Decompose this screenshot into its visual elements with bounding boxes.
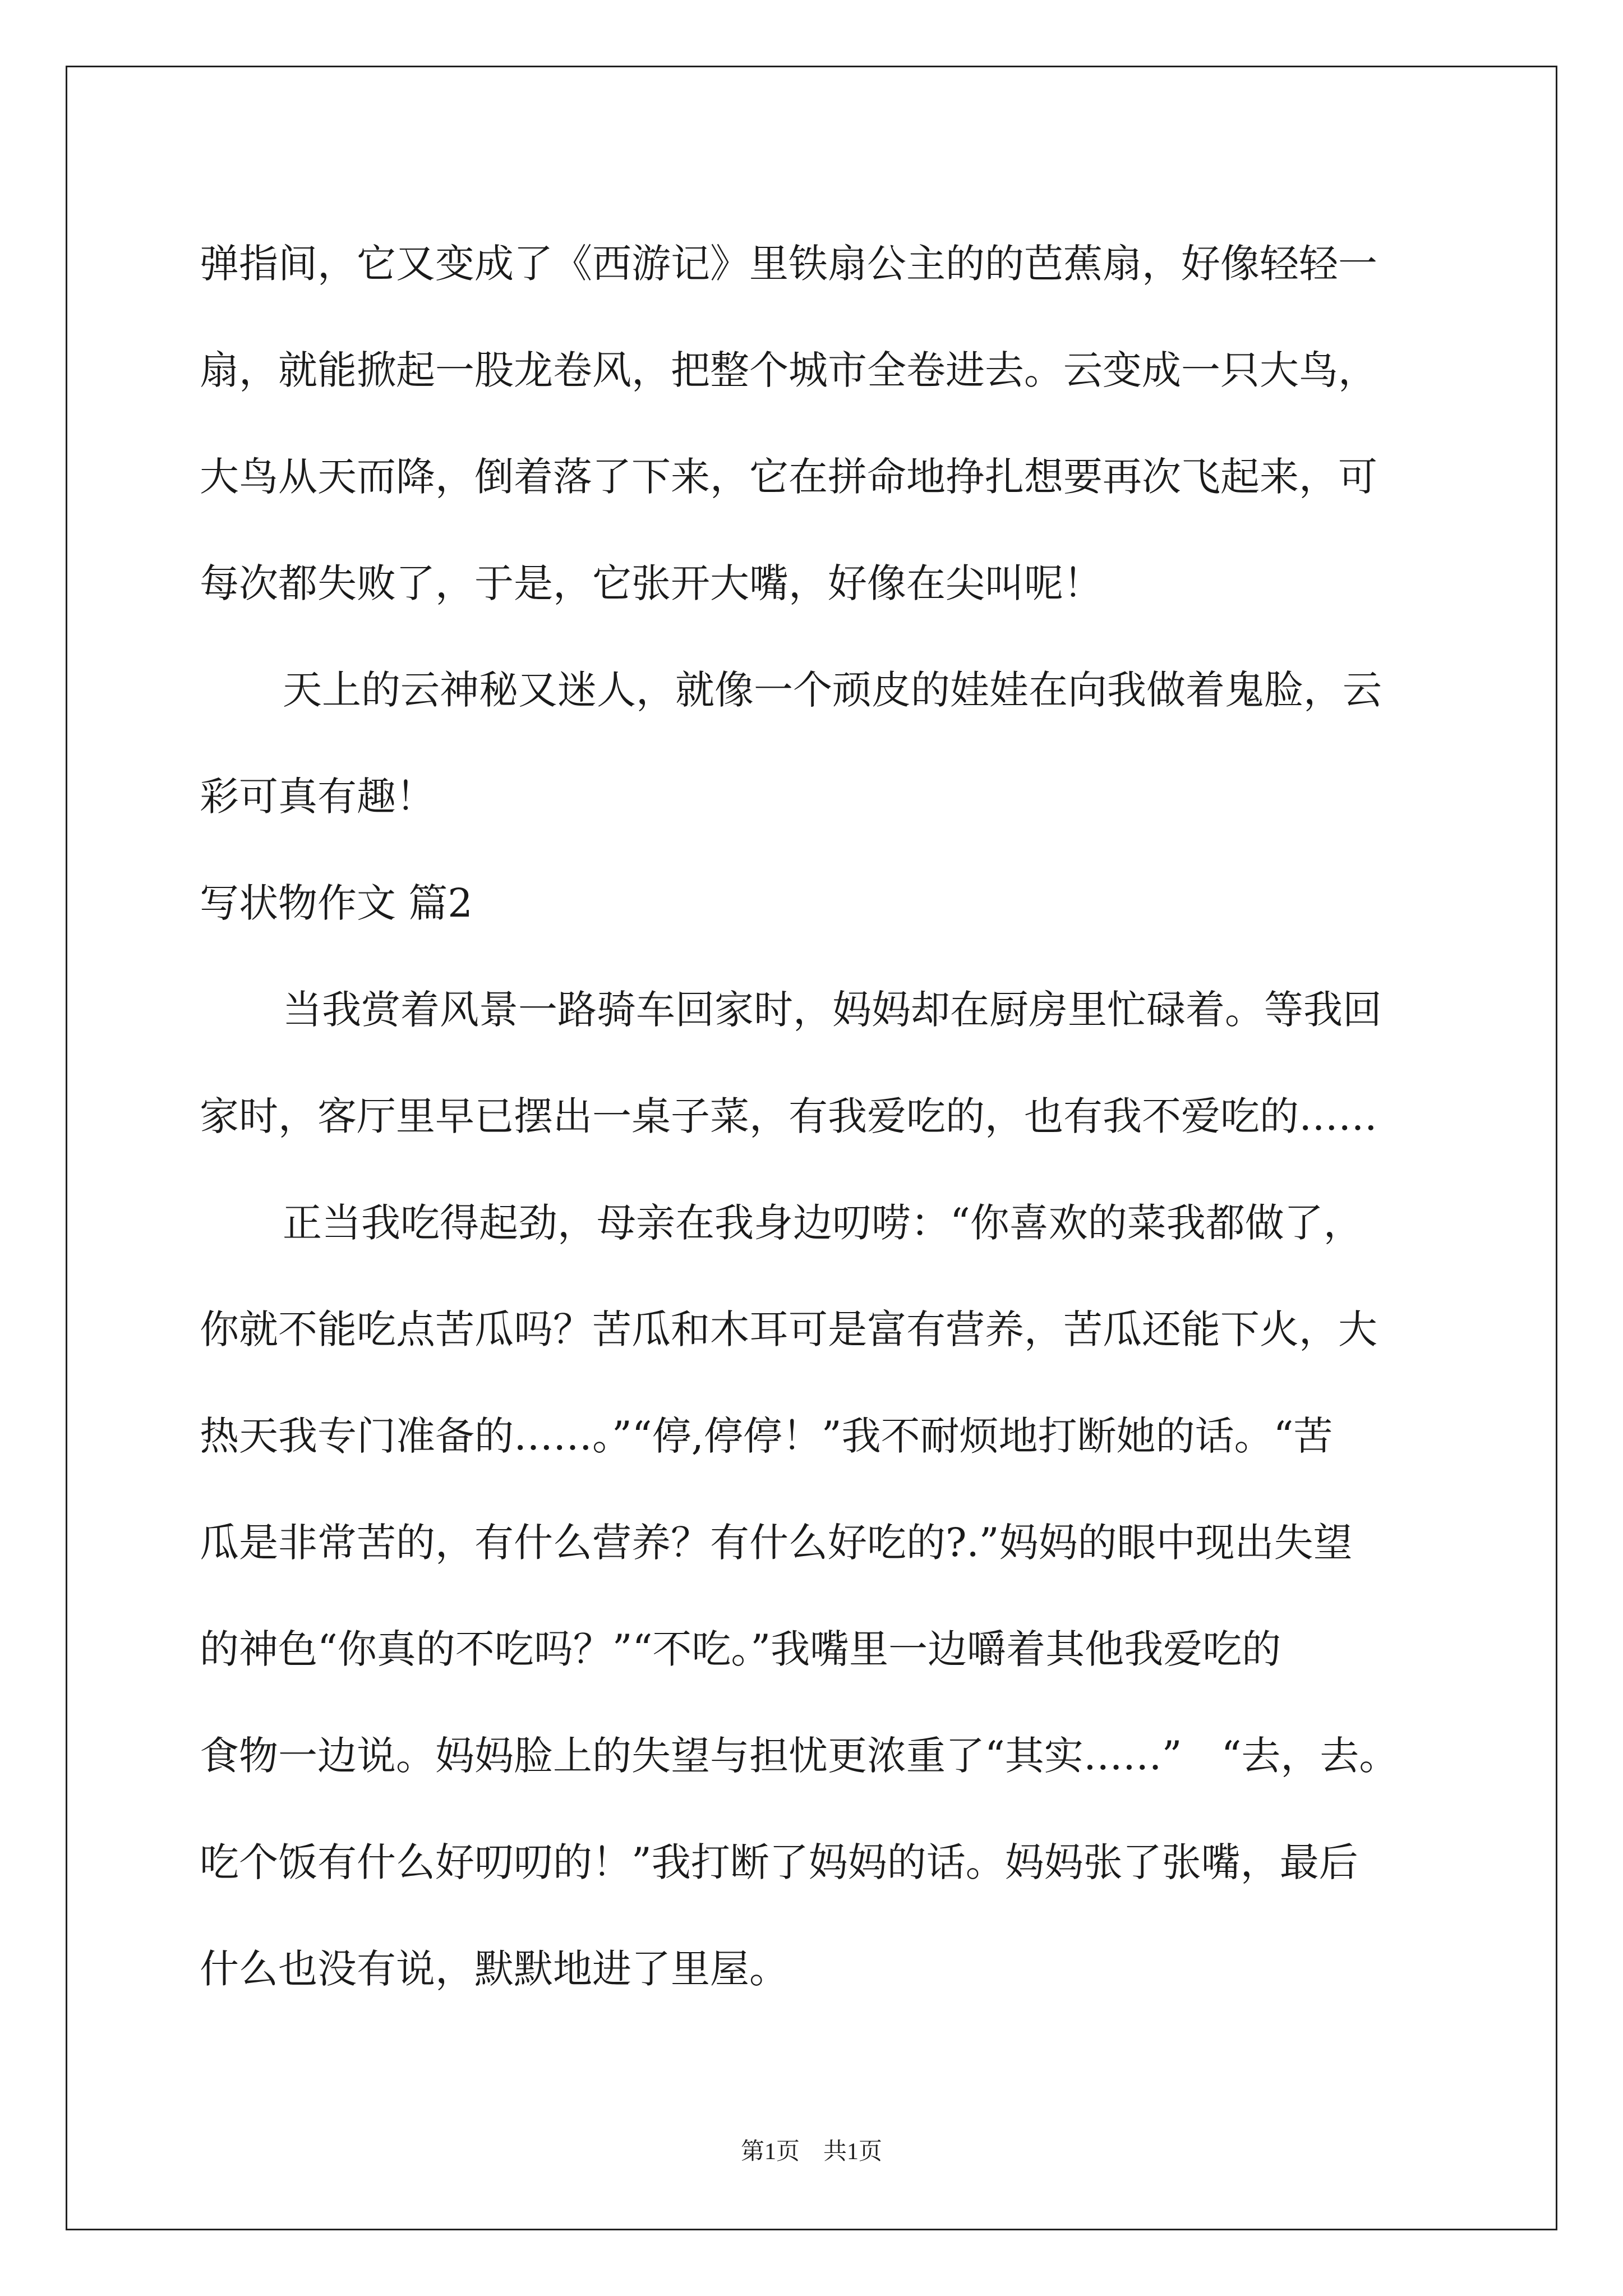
text-line-5: 天上的云神秘又迷人，就像一个顽皮的娃娃在向我做着鬼脸，云	[283, 667, 1382, 713]
text-line-15: 食物一边说。妈妈脸上的失望与担忧更浓重了“其实……” “去，去。	[200, 1733, 1399, 1779]
text-line-16: 吃个饭有什么好叨叨的！”我打断了妈妈的话。妈妈张了张嘴，最后	[200, 1839, 1358, 1885]
text-line-10: 正当我吃得起劲，母亲在我身边叨唠：“你喜欢的菜我都做了，	[283, 1200, 1363, 1246]
text-line-4: 每次都失败了，于是，它张开大嘴，好像在尖叫呢！	[200, 560, 1103, 606]
text-line-8: 当我赏着风景一路骑车回家时，妈妈却在厨房里忙碌着。等我回	[283, 987, 1382, 1033]
text-line-17: 什么也没有说，默默地进了里屋。	[200, 1946, 789, 1992]
text-line-12: 热天我专门准备的……。”“停,停停！”我不耐烦地打断她的话。“苦	[200, 1413, 1333, 1459]
text-line-3: 大鸟从天而降，倒着落了下来，它在拼命地挣扎想要再次飞起来，可	[200, 454, 1377, 500]
page-number-footer: 第1页 共1页	[740, 2139, 882, 2165]
text-line-6: 彩可真有趣！	[200, 774, 435, 820]
section-heading: 写状物作文 篇2	[200, 880, 473, 926]
text-line-1: 弹指间，它又变成了《西游记》里铁扇公主的的芭蕉扇，好像轻轻一	[200, 241, 1377, 287]
text-line-9: 家时，客厅里早已摆出一桌子菜，有我爱吃的，也有我不爱吃的……	[200, 1093, 1377, 1139]
text-line-14: 的神色“你真的不吃吗？”“不吃。”我嘴里一边嚼着其他我爱吃的	[200, 1626, 1281, 1672]
document-body	[200, 210, 1433, 2022]
text-line-11: 你就不能吃点苦瓜吗？苦瓜和木耳可是富有营养，苦瓜还能下火，大	[200, 1306, 1377, 1352]
text-line-13: 瓜是非常苦的，有什么营养？有什么好吃的?.”妈妈的眼中现出失望	[200, 1520, 1353, 1566]
text-line-2: 扇，就能掀起一股龙卷风，把整个城市全卷进去。云变成一只大鸟，	[200, 347, 1377, 393]
